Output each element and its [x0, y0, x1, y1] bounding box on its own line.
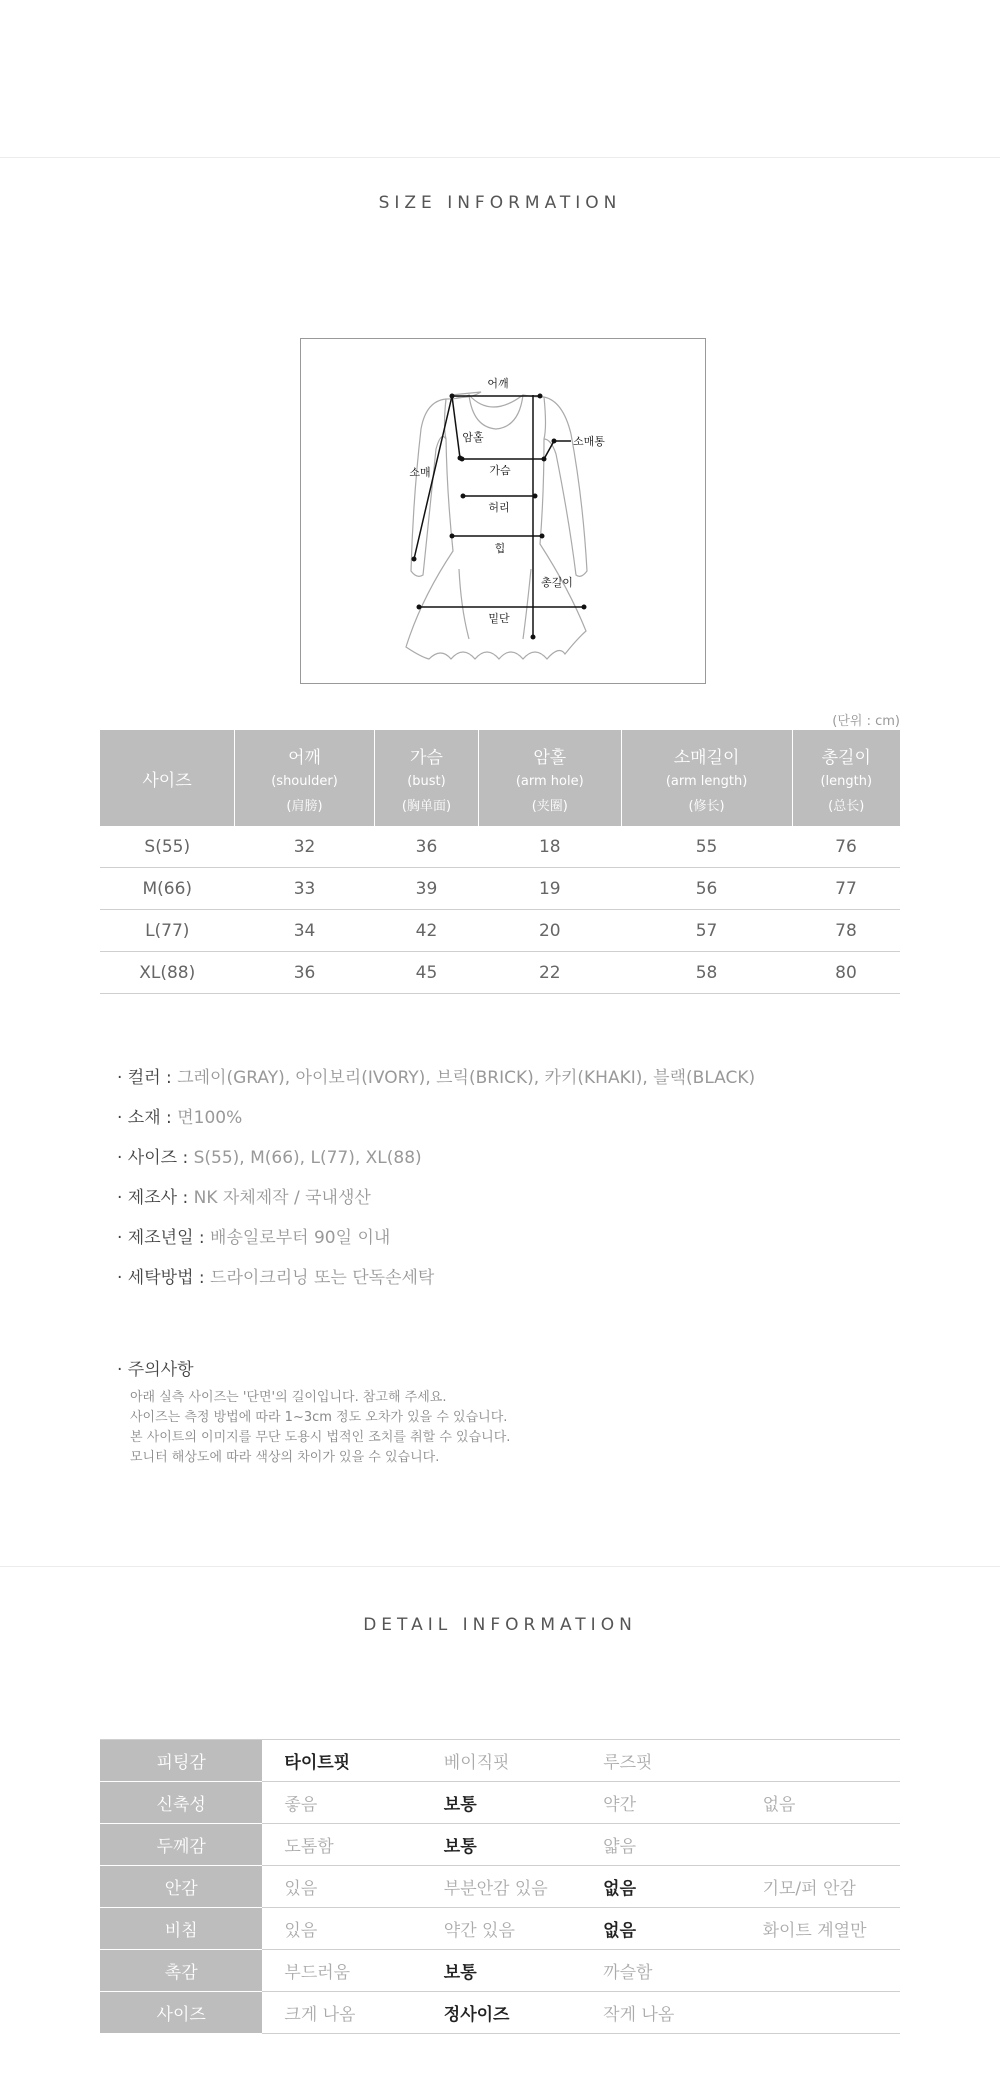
- detail-option-selected: 정사이즈: [422, 1992, 581, 2034]
- spec-manufacturer: · 제조사 : NK 자체제작 / 국내생산: [117, 1188, 371, 1208]
- label-sleeve-cuff: 소매통: [573, 435, 605, 448]
- table-cell: 80: [792, 952, 900, 994]
- header-bust: 가슴 (bust) (胸单面): [375, 730, 479, 826]
- label-armhole: 암홀: [462, 431, 484, 444]
- table-cell: 18: [478, 826, 621, 868]
- detail-row-label: 두께감: [100, 1824, 262, 1866]
- table-cell: 33: [235, 868, 375, 910]
- detail-option: 있음: [262, 1908, 421, 1950]
- detail-row: [100, 1782, 900, 1824]
- table-cell: 78: [792, 910, 900, 952]
- detail-option-selected: 없음: [581, 1866, 740, 1908]
- label-hem: 밑단: [488, 612, 510, 625]
- table-cell: 76: [792, 826, 900, 868]
- detail-option: 도톰함: [262, 1824, 421, 1866]
- detail-table: [100, 1739, 900, 2034]
- detail-option: [741, 1824, 900, 1866]
- header-length: 총길이 (length) (总长): [792, 730, 900, 826]
- detail-row-label: 피팅감: [100, 1740, 262, 1782]
- size-table: [100, 730, 900, 994]
- table-cell: 56: [621, 868, 792, 910]
- note-line: 모니터 해상도에 따라 색상의 차이가 있을 수 있습니다.: [130, 1450, 440, 1465]
- detail-option: 까슬함: [581, 1950, 740, 1992]
- note-line: 사이즈는 측정 방법에 따라 1~3cm 정도 오차가 있을 수 있습니다.: [130, 1410, 508, 1425]
- table-cell: 22: [478, 952, 621, 994]
- spec-color: · 컬러 : 그레이(GRAY), 아이보리(IVORY), 브릭(BRICK), 카키(KHAKI), 블랙(BLACK): [117, 1068, 756, 1088]
- table-cell: 45: [375, 952, 479, 994]
- detail-row-label: 비침: [100, 1908, 262, 1950]
- table-cell: M(66): [100, 868, 235, 910]
- table-cell: 77: [792, 868, 900, 910]
- detail-option-selected: 없음: [581, 1908, 740, 1950]
- table-row: [100, 868, 900, 910]
- detail-option: 베이직핏: [422, 1740, 581, 1782]
- detail-option-selected: 보통: [422, 1782, 581, 1824]
- header-size: 사이즈: [100, 730, 235, 826]
- table-cell: 39: [375, 868, 479, 910]
- spec-material: · 소재 : 면100%: [117, 1108, 243, 1128]
- detail-option: 있음: [262, 1866, 421, 1908]
- table-row: [100, 952, 900, 994]
- size-table-header: [100, 730, 900, 826]
- detail-row: [100, 1908, 900, 1950]
- table-cell: 57: [621, 910, 792, 952]
- detail-row-label: 안감: [100, 1866, 262, 1908]
- label-bust: 가슴: [489, 464, 511, 477]
- detail-option: [741, 1740, 900, 1782]
- header-shoulder: 어깨 (shoulder) (肩膀): [235, 730, 375, 826]
- table-row: [100, 826, 900, 868]
- detail-row: [100, 1866, 900, 1908]
- notes-list: [130, 1388, 510, 1468]
- table-cell: 19: [478, 868, 621, 910]
- spec-manufacture-date: · 제조년일 : 배송일로부터 90일 이내: [117, 1228, 391, 1248]
- section-divider: [0, 1566, 1000, 1567]
- detail-row: [100, 1824, 900, 1866]
- spec-size: · 사이즈 : S(55), M(66), L(77), XL(88): [117, 1148, 422, 1168]
- detail-option: 좋음: [262, 1782, 421, 1824]
- table-cell: 36: [235, 952, 375, 994]
- header-armhole: 암홀 (arm hole) (夹圈): [478, 730, 621, 826]
- detail-row-label: 촉감: [100, 1950, 262, 1992]
- note-line: 본 사이트의 이미지를 무단 도용시 법적인 조치를 취할 수 있습니다.: [130, 1430, 511, 1445]
- detail-option: [741, 1992, 900, 2034]
- detail-option: 루즈핏: [581, 1740, 740, 1782]
- table-cell: S(55): [100, 826, 235, 868]
- notes-title: · 주의사항: [117, 1360, 194, 1380]
- header-arm-length: 소매길이 (arm length) (修长): [621, 730, 792, 826]
- table-cell: L(77): [100, 910, 235, 952]
- label-length: 총길이: [541, 576, 573, 589]
- top-divider: [0, 157, 1000, 158]
- detail-option: 약간: [581, 1782, 740, 1824]
- detail-row-label: 신축성: [100, 1782, 262, 1824]
- label-waist: 허리: [488, 501, 510, 514]
- note-line: 아래 실측 사이즈는 '단면'의 길이입니다. 참고해 주세요.: [130, 1390, 447, 1405]
- dress-illustration: [301, 339, 705, 683]
- detail-option: 작게 나옴: [581, 1992, 740, 2034]
- spec-washing: · 세탁방법 : 드라이크리닝 또는 단독손세탁: [117, 1268, 435, 1288]
- detail-option: 약간 있음: [422, 1908, 581, 1950]
- table-row: [100, 910, 900, 952]
- detail-option: 화이트 계열만: [741, 1908, 900, 1950]
- detail-option: 부드러움: [262, 1950, 421, 1992]
- detail-option: 기모/퍼 안감: [741, 1866, 900, 1908]
- label-sleeve: 소매: [409, 466, 431, 479]
- table-cell: 58: [621, 952, 792, 994]
- label-shoulder: 어깨: [487, 377, 509, 390]
- detail-option-selected: 타이트핏: [262, 1740, 421, 1782]
- detail-option: 얇음: [581, 1824, 740, 1866]
- detail-option: [741, 1950, 900, 1992]
- detail-option-selected: 보통: [422, 1950, 581, 1992]
- detail-option: 없음: [741, 1782, 900, 1824]
- label-hip: 힙: [494, 542, 506, 555]
- table-cell: XL(88): [100, 952, 235, 994]
- detail-row: [100, 1950, 900, 1992]
- table-cell: 36: [375, 826, 479, 868]
- table-cell: 32: [235, 826, 375, 868]
- detail-option: 크게 나옴: [262, 1992, 421, 2034]
- size-information-title: SIZE INFORMATION: [378, 193, 622, 213]
- table-cell: 34: [235, 910, 375, 952]
- table-cell: 55: [621, 826, 792, 868]
- table-cell: 42: [375, 910, 479, 952]
- detail-option-selected: 보통: [422, 1824, 581, 1866]
- table-cell: 20: [478, 910, 621, 952]
- detail-row-label: 사이즈: [100, 1992, 262, 2034]
- detail-information-title: DETAIL INFORMATION: [363, 1615, 637, 1635]
- detail-option: 부분안감 있음: [422, 1866, 581, 1908]
- detail-row: [100, 1992, 900, 2034]
- detail-row: [100, 1740, 900, 1782]
- dress-size-diagram: [300, 338, 706, 684]
- unit-label: (단위 : cm): [832, 714, 900, 729]
